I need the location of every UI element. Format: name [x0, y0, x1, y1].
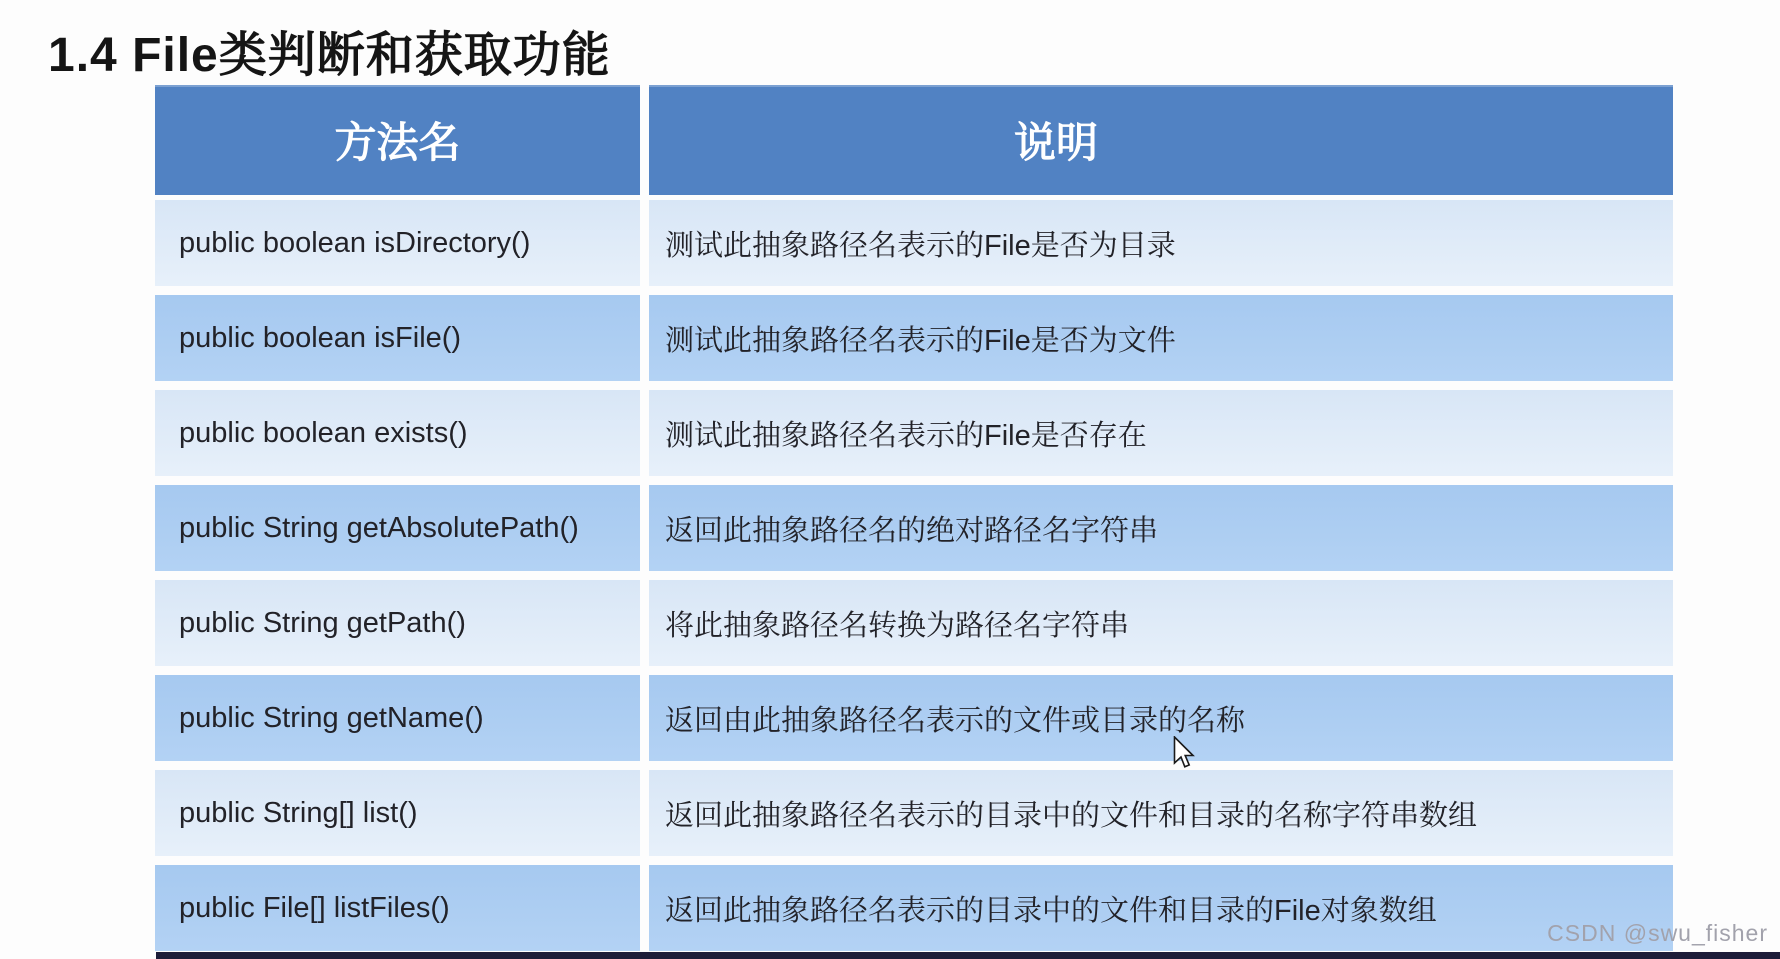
method-name: public boolean isFile(): [179, 321, 462, 354]
method-name: public String[] list(): [179, 796, 418, 829]
table-body: [155, 200, 1673, 951]
methods-table: [155, 85, 1673, 951]
description-cell: [649, 580, 1673, 666]
method-description: 返回此抽象路径名表示的目录中的文件和目录的名称字符串数组: [665, 799, 1478, 832]
table-row: [155, 675, 1673, 761]
method-cell: [155, 580, 640, 666]
method-name: public String getPath(): [179, 606, 466, 639]
header-description-label: 说明: [1013, 119, 1098, 166]
bottom-bar: [156, 952, 1780, 959]
method-name: public File[] listFiles(): [179, 891, 450, 924]
method-description: 将此抽象路径名转换为路径名字符串: [665, 609, 1130, 642]
method-description: 测试此抽象路径名表示的File是否为文件: [665, 324, 1176, 357]
description-cell: [649, 675, 1673, 761]
method-name: public boolean isDirectory(): [179, 226, 531, 259]
description-cell: [649, 865, 1673, 951]
header-cell-description: [649, 85, 1673, 195]
watermark: CSDN @swu_fisher: [1547, 920, 1768, 946]
method-cell: [155, 390, 640, 476]
method-name: public boolean exists(): [179, 416, 468, 449]
method-name: public String getName(): [179, 701, 484, 734]
method-description: 测试此抽象路径名表示的File是否为目录: [665, 229, 1176, 262]
method-cell: [155, 485, 640, 571]
description-cell: [649, 770, 1673, 856]
method-description: 测试此抽象路径名表示的File是否存在: [665, 419, 1147, 452]
table-row: [155, 485, 1673, 571]
table-row: [155, 295, 1673, 381]
page-title: 1.4 File类判断和获取功能: [48, 29, 611, 82]
method-description: 返回此抽象路径名的绝对路径名字符串: [665, 514, 1159, 547]
description-cell: [649, 295, 1673, 381]
table-row: [155, 200, 1673, 286]
method-description: 返回此抽象路径名表示的目录中的文件和目录的File对象数组: [665, 894, 1437, 927]
description-cell: [649, 200, 1673, 286]
method-cell: [155, 770, 640, 856]
header-method-label: 方法名: [334, 119, 461, 166]
description-cell: [649, 390, 1673, 476]
method-cell: [155, 865, 640, 951]
method-cell: [155, 295, 640, 381]
header-cell-method: [155, 85, 640, 195]
table-row: [155, 770, 1673, 856]
method-name: public String getAbsolutePath(): [179, 511, 579, 544]
method-cell: [155, 675, 640, 761]
table-header-row: [155, 85, 1673, 195]
table-row: [155, 390, 1673, 476]
table-row: [155, 865, 1673, 951]
table-row: [155, 580, 1673, 666]
method-cell: [155, 200, 640, 286]
method-description: 返回由此抽象路径名表示的文件或目录的名称: [665, 704, 1246, 737]
description-cell: [649, 485, 1673, 571]
